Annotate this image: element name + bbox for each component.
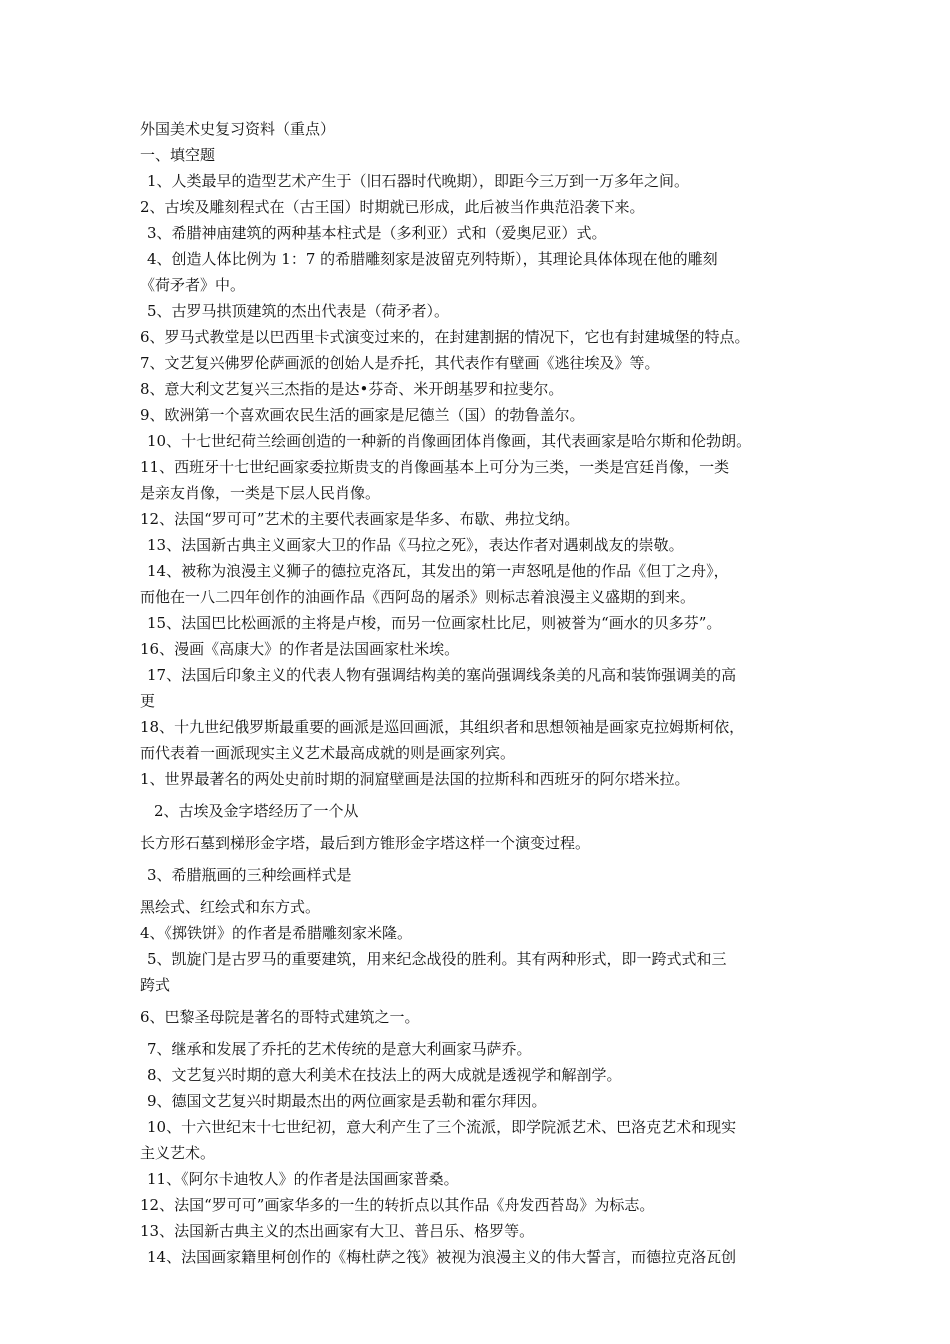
text-line: 16、漫画《高康大》的作者是法国画家杜米埃。 xyxy=(140,640,460,658)
text-line: 12、法国“罗可可”画家华多的一生的转折点以其作品《舟发西苔岛》为标志。 xyxy=(140,1196,655,1214)
document-body xyxy=(140,116,830,1270)
text-line: 而代表着一画派现实主义艺术最高成就的则是画家列宾。 xyxy=(140,744,516,762)
text-line: 7、文艺复兴佛罗伦萨画派的创始人是乔托，其代表作有壁画《逃往埃及》等。 xyxy=(140,354,660,372)
text-line: 18、十九世纪俄罗斯最重要的画派是巡回画派，其组织者和思想领袖是画家克拉姆斯柯依， xyxy=(140,718,745,736)
text-line: 8、意大利文艺复兴三杰指的是达•芬奇、米开朗基罗和拉斐尔。 xyxy=(140,380,564,398)
text-line: 而他在一八二四年创作的油画作品《西阿岛的屠杀》则标志着浪漫主义盛期的到来。 xyxy=(140,588,696,606)
text-line: 7、继承和发展了乔托的艺术传统的是意大利画家马萨乔。 xyxy=(147,1040,532,1058)
text-line: 2、古埃及金字塔经历了一个从 xyxy=(154,802,359,820)
text-line: 1、人类最早的造型艺术产生于（旧石器时代晚期），即距今三万到一万多年之间。 xyxy=(147,172,690,190)
text-line: 9、欧洲第一个喜欢画农民生活的画家是尼德兰（国）的勃鲁盖尔。 xyxy=(140,406,585,424)
text-line: 6、罗马式教堂是以巴西里卡式演变过来的，在封建割据的情况下，它也有封建城堡的特点。 xyxy=(140,328,750,346)
text-line: 5、凯旋门是古罗马的重要建筑，用来纪念战役的胜利。其有两种形式，即一跨式式和三 xyxy=(147,950,727,968)
text-line: 更 xyxy=(140,692,156,710)
text-line: 黑绘式、红绘式和东方式。 xyxy=(140,898,321,916)
text-line: 跨式 xyxy=(140,976,171,994)
text-line: 8、文艺复兴时期的意大利美术在技法上的两大成就是透视学和解剖学。 xyxy=(147,1066,622,1084)
text-line: 11、西班牙十七世纪画家委拉斯贵支的肖像画基本上可分为三类，一类是宫廷肖像，一类 xyxy=(140,458,730,476)
text-line: 是亲友肖像，一类是下层人民肖像。 xyxy=(140,484,381,502)
text-line: 3、希腊瓶画的三种绘画样式是 xyxy=(147,866,352,884)
text-line: 9、德国文艺复兴时期最杰出的两位画家是丢勒和霍尔拜因。 xyxy=(147,1092,547,1110)
text-line: 4、创造人体比例为 1：7 的希腊雕刻家是波留克列特斯），其理论具体体现在他的雕刻 xyxy=(147,250,718,268)
text-line: 15、法国巴比松画派的主将是卢梭，而另一位画家杜比尼，则被誉为“画水的贝多芬”。 xyxy=(147,614,722,632)
text-line: 长方形石墓到梯形金字塔，最后到方锥形金字塔这样一个演变过程。 xyxy=(140,834,591,852)
text-line: 14、法国画家籍里柯创作的《梅杜萨之筏》被视为浪漫主义的伟大誓言，而德拉克洛瓦创 xyxy=(147,1248,737,1266)
text-line: 5、古罗马拱顶建筑的杰出代表是（荷矛者）。 xyxy=(147,302,450,320)
text-line: 4、《掷铁饼》的作者是希腊雕刻家米隆。 xyxy=(140,924,413,942)
section-heading: 一、填空题 xyxy=(140,146,216,164)
text-line: 《荷矛者》中。 xyxy=(140,276,246,294)
text-line: 2、古埃及雕刻程式在（古王国）时期就已形成，此后被当作典范沿袭下来。 xyxy=(140,198,645,216)
text-line: 12、法国“罗可可”艺术的主要代表画家是华多、布歇、弗拉戈纳。 xyxy=(140,510,580,528)
text-line: 13、法国新古典主义的杰出画家有大卫、普吕乐、格罗等。 xyxy=(140,1222,535,1240)
text-line: 1、世界最著名的两处史前时期的洞窟壁画是法国的拉斯科和西班牙的阿尔塔米拉。 xyxy=(140,770,690,788)
text-line: 10、十七世纪荷兰绘画创造的一种新的肖像画团体肖像画，其代表画家是哈尔斯和伦勃朗。 xyxy=(147,432,752,450)
text-line: 主义艺术。 xyxy=(140,1144,216,1162)
text-line: 13、法国新古典主义画家大卫的作品《马拉之死》，表达作者对遇刺战友的崇敬。 xyxy=(147,536,684,554)
text-line: 17、法国后印象主义的代表人物有强调结构美的塞尚强调线条美的凡高和装饰强调美的高 xyxy=(147,666,737,684)
text-line: 6、巴黎圣母院是著名的哥特式建筑之一。 xyxy=(140,1008,420,1026)
text-line: 14、被称为浪漫主义狮子的德拉克洛瓦，其发出的第一声怒吼是他的作品《但丁之舟》， xyxy=(147,562,729,580)
text-line: 3、希腊神庙建筑的两种基本柱式是（多利亚）式和（爱奥尼亚）式。 xyxy=(147,224,607,242)
text-line: 10、十六世纪末十七世纪初，意大利产生了三个流派，即学院派艺术、巴洛克艺术和现实 xyxy=(147,1118,737,1136)
text-line: 11、《阿尔卡迪牧人》的作者是法国画家普桑。 xyxy=(147,1170,459,1188)
document-title: 外国美术史复习资料（重点） xyxy=(140,120,336,138)
